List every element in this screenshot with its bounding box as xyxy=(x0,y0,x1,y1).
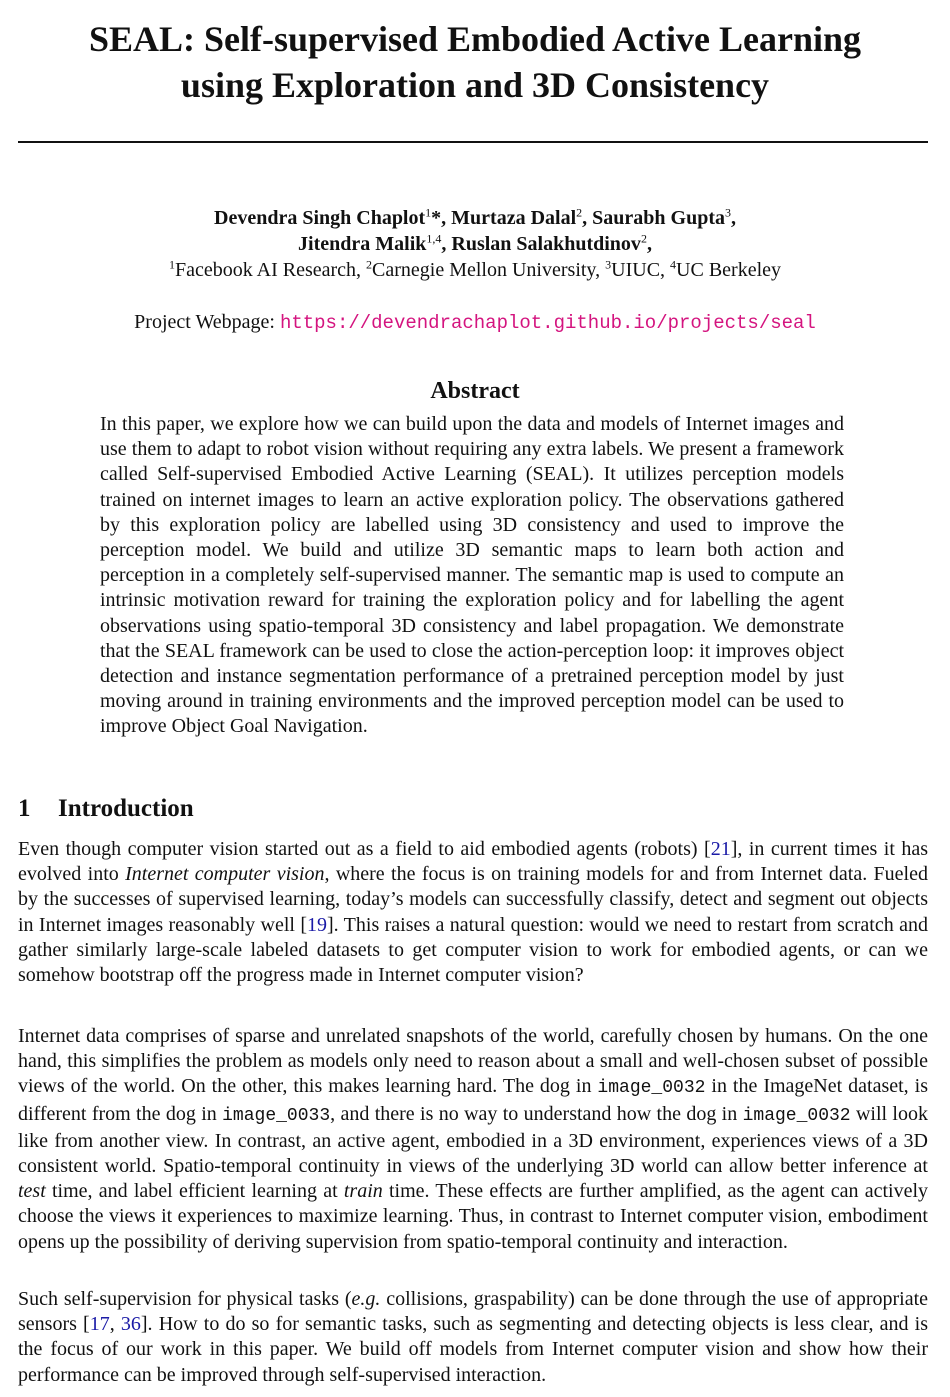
affil-facebook: Facebook AI Research, xyxy=(174,259,367,281)
text-span: , xyxy=(109,1313,121,1336)
affiliation-line xyxy=(0,257,950,283)
affil-3-sup: 3 xyxy=(605,257,612,272)
text-span: ], in current times it has evolved into xyxy=(18,838,929,886)
author-dalal: Murtaza Dalal xyxy=(451,207,577,229)
author-chaplot: Devendra Singh Chaplot xyxy=(214,207,426,229)
project-webpage xyxy=(0,309,950,336)
title-line-2: using Exploration and 3D Consistency xyxy=(180,65,770,105)
author-block xyxy=(0,205,950,283)
intro-paragraph-3 xyxy=(18,1287,928,1388)
webpage-link[interactable]: https://devendrachaplot.github.io/projects/seal xyxy=(279,312,816,334)
affil-4-sup: 4 xyxy=(670,257,677,272)
italic-term: train xyxy=(343,1180,383,1203)
text-span: time, and label efficient learning at xyxy=(45,1180,344,1203)
text-span: time. These effects are further amplified, as the agent can actively choose the views it experiences to maximize learning. Thus, in contrast to Internet computer vision, embodiment opens up the possibility of deriving supervision from spatio-temporal continuity and interaction. xyxy=(18,1180,929,1253)
author-chaplot-star: * xyxy=(431,207,442,229)
italic-term: e.g. xyxy=(351,1288,381,1310)
author-gupta: Saurabh Gupta xyxy=(592,207,725,229)
author-salakhutdinov: Ruslan Salakhutdinov xyxy=(451,233,641,255)
section-number: 1 xyxy=(18,795,31,822)
section-heading-introduction xyxy=(18,793,194,825)
intro-paragraph-1 xyxy=(18,837,928,988)
code-term: image_0032 xyxy=(597,1078,706,1099)
citation-link[interactable]: 36 xyxy=(120,1313,141,1336)
author-chaplot-affil: 1 xyxy=(425,205,432,220)
text-span: , and there is no way to understand how the dog in xyxy=(330,1102,743,1125)
citation-link[interactable]: 21 xyxy=(710,838,731,860)
code-term: image_0033 xyxy=(222,1105,331,1126)
text-span: collisions, graspability) can be done through the use of appropriate sensors [ xyxy=(18,1288,928,1336)
webpage-label: Project Webpage: xyxy=(134,311,280,333)
author-dalal-affil: 2 xyxy=(576,205,583,220)
abstract-heading: Abstract xyxy=(430,378,520,404)
author-gupta-affil: 3 xyxy=(724,205,731,220)
paper-title xyxy=(0,16,950,108)
abstract-text: In this paper, we explore how we can build upon the data and models of Internet images and use them to adapt to robot vision without requiring any extra labels. We present a framework called Self-supervised Embodied Active Learning (SEAL). It utilizes perception models trained on internet images to learn an active exploration policy. The observations gathered by this exploration policy are labelled using 3D consistency and used to improve the perception model. We build and utilize 3D semantic maps to learn both action and perception in a completely self-supervised manner. The semantic map is used to compute an intrinsic motivation reward for training the exploration policy and for labelling the agent observations using spatio-temporal 3D consistency and label propagation. We demonstrate that the SEAL framework can be used to close the action-perception loop: it improves object detection and instance segmentation performance of a pretrained perception model by just moving around in training environments and the improved perception model can be used to improve Object Goal Navigation. xyxy=(100,413,844,738)
author-salakhutdinov-affil: 2 xyxy=(640,231,647,246)
affil-berkeley: UC Berkeley xyxy=(676,259,782,281)
author-malik: Jitendra Malik xyxy=(298,233,427,255)
author-malik-affil: 1,4 xyxy=(426,231,442,246)
citation-link[interactable]: 19 xyxy=(307,913,327,936)
italic-term: test xyxy=(18,1180,46,1203)
text-span: Even though computer vision started out as a field to aid embodied agents (robots) [ xyxy=(18,838,711,860)
text-span: ]. This raises a natural question: would we need to restart from scratch and gather similarly large-scale labeled datasets to get computer vision to work for embodied agents, or can we somehow bootstrap off the progress made in Internet computer vision? xyxy=(18,913,928,987)
text-span: , where the focus is on training models for and from Internet data. Fueled by the successes of supervised learning, today’s models can successfully classify, detect and segment out objects in Internet images reasonably well [ xyxy=(18,863,928,936)
text-span: in the ImageNet dataset, is different from the dog in xyxy=(18,1075,928,1125)
text-span: Internet data comprises of sparse and unrelated snapshots of the world, carefully chosen by humans. On the one hand, this simplifies the problem as models only need to reason about a small and well-chosen subset of possible views of the world. On the other, this makes learning hard. The dog in xyxy=(18,1025,928,1098)
author-line-2: Jitendra Malik$^{1,4}$, Ruslan Salakhutdinov$^2$, xyxy=(298,231,652,255)
text-span: Such self-supervision for physical tasks ( xyxy=(18,1288,352,1310)
section-title: Introduction xyxy=(58,795,194,822)
affil-2-sup: 2 xyxy=(366,257,373,272)
italic-term: Internet computer vision xyxy=(125,863,325,886)
affil-uiuc: UIUC, xyxy=(611,259,671,281)
intro-paragraph-2 xyxy=(18,1024,928,1255)
author-line-1: Devendra Singh Chaplot$^1$*, Murtaza Dalal$^2$, Saurabh Gupta$^3$, xyxy=(214,205,736,229)
code-term: image_0032 xyxy=(742,1105,851,1126)
text-span: ]. How to do so for semantic tasks, such as segmenting and detecting objects is less clear, and is the focus of our work in this paper. We build off models from Internet computer vision and show how their performance can be improved through self-supervised interaction. xyxy=(18,1313,929,1386)
title-rule xyxy=(18,141,928,143)
affil-cmu: Carnegie Mellon University, xyxy=(372,259,606,281)
text-span: will look like from another view. In contrast, an active agent, embodied in a 3D environment, experiences views of a 3D consistent world. Spatio-temporal continuity in views of the underlying 3D world can allow better inference at xyxy=(18,1102,928,1178)
citation-link[interactable]: 17 xyxy=(89,1313,110,1336)
title-line-1: SEAL: Self-supervised Embodied Active Learning xyxy=(88,19,862,59)
affil-1-sup: 1 xyxy=(168,257,175,272)
